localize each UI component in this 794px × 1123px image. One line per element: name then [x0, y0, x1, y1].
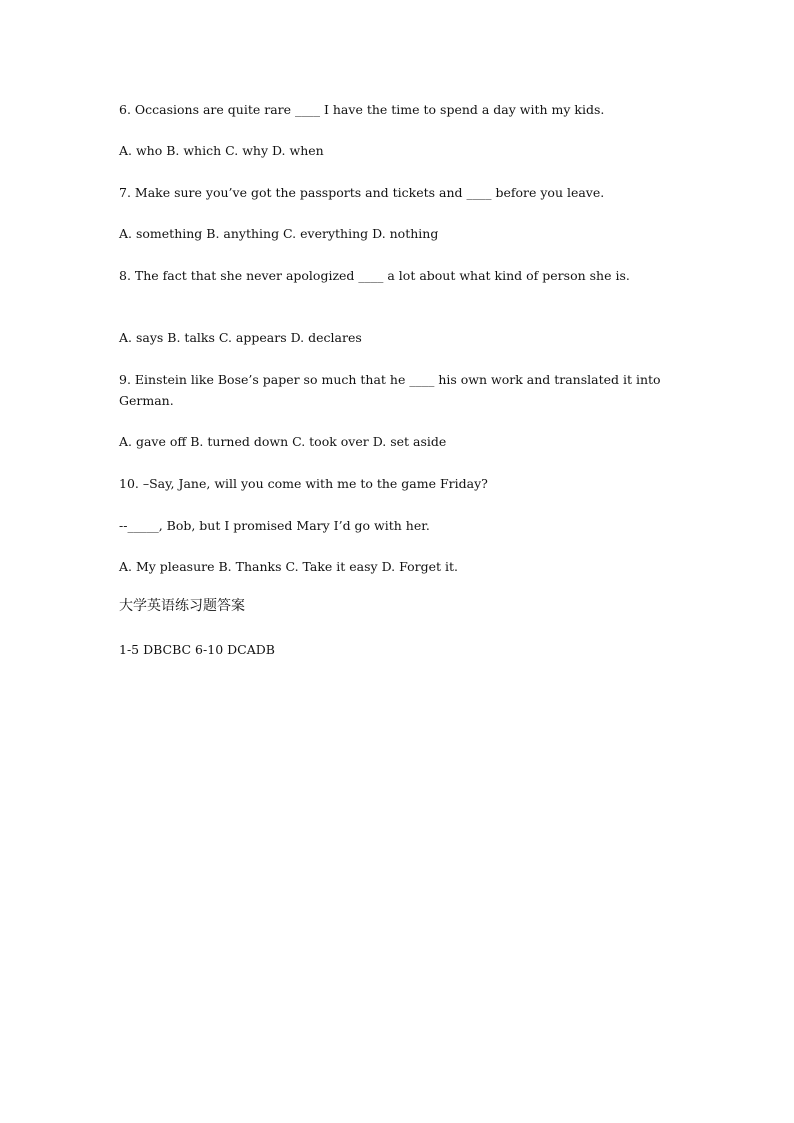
answers-heading: 大学英语练习题答案	[119, 598, 245, 614]
question-6-stem: 6. Occasions are quite rare ____ I have the time to spend a day with my kids.	[119, 102, 605, 117]
question-10-stem: 10. –Say, Jane, will you come with me to the game Friday?	[119, 476, 488, 491]
question-7-stem: 7. Make sure you’ve got the passports and tickets and ____ before you leave.	[119, 185, 605, 200]
question-8-stem: 8. The fact that she never apologized ____ a lot about what kind of person she is.	[119, 268, 630, 283]
question-10-options: A. My pleasure B. Thanks C. Take it easy D. Forget it.	[119, 559, 458, 574]
question-9-options: A. gave off B. turned down C. took over D. set aside	[119, 434, 447, 449]
question-9-stem: 9. Einstein like Bose’s paper so much that he ____ his own work and translated it into German.	[119, 372, 661, 408]
answers-text: 1-5 DBCBC 6-10 DCADB	[119, 642, 275, 657]
question-6-options: A. who B. which C. why D. when	[119, 143, 324, 158]
question-7-options: A. something B. anything C. everything D. nothing	[119, 226, 439, 241]
question-8-options: A. says B. talks C. appears D. declares	[119, 330, 362, 345]
question-10-reply: --_____, Bob, but I promised Mary I’d go with her.	[119, 518, 430, 533]
